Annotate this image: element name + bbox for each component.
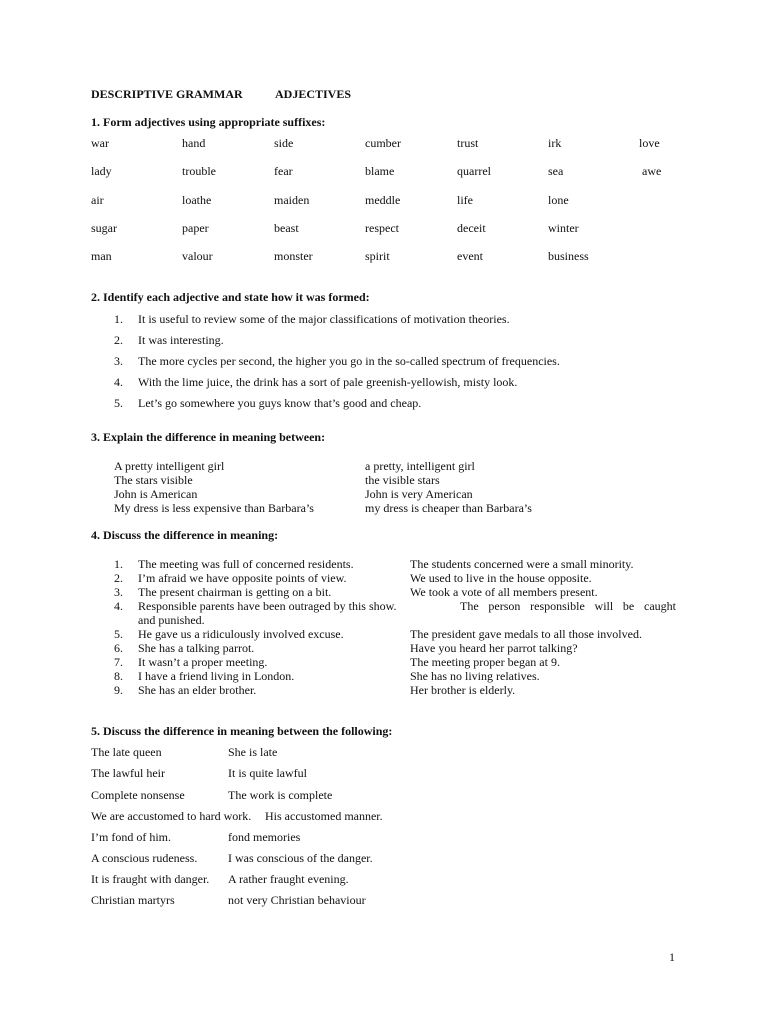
- word-cell: trust: [457, 136, 479, 150]
- word-cell: maiden: [274, 193, 310, 207]
- sentence-left: It wasn’t a proper meeting.: [138, 655, 268, 669]
- list-number: 2.: [114, 333, 123, 347]
- list-item-text: With the lime juice, the drink has a sort of pale greenish-yellowish, misty look.: [138, 375, 518, 389]
- phrase-left: I’m fond of him.: [91, 830, 171, 844]
- word-cell: cumber: [365, 136, 401, 150]
- word-cell: meddle: [365, 193, 401, 207]
- phrase-left: John is American: [114, 487, 198, 501]
- list-item-text: It is useful to review some of the major classifications of motivation theories.: [138, 312, 510, 326]
- phrase-left: Christian martyrs: [91, 893, 175, 907]
- sentence-right: Her brother is elderly.: [410, 683, 516, 697]
- word-cell: sea: [548, 164, 564, 178]
- word-cell: blame: [365, 164, 395, 178]
- sentence-left: She has a talking parrot.: [138, 641, 255, 655]
- phrase-right: It is quite lawful: [228, 766, 307, 780]
- word-cell: man: [91, 249, 112, 263]
- list-number: 1.: [114, 557, 123, 571]
- word-cell: spirit: [365, 249, 390, 263]
- phrase-right: I was conscious of the danger.: [228, 851, 373, 865]
- phrase-left: We are accustomed to hard work.: [91, 809, 252, 823]
- sentence-right: The students concerned were a small minority.: [410, 557, 634, 571]
- sentence-continuation: and punished.: [138, 613, 205, 627]
- word-cell: lone: [548, 193, 569, 207]
- list-number: 4.: [114, 375, 123, 389]
- sentence-left: I have a friend living in London.: [138, 669, 295, 683]
- phrase-right: She is late: [228, 745, 278, 759]
- list-number: 8.: [114, 669, 123, 683]
- sentence-right: The person responsible will be caught: [460, 599, 676, 613]
- list-number: 4.: [114, 599, 123, 613]
- word-cell: awe: [642, 164, 662, 178]
- word-cell: event: [457, 249, 483, 263]
- sentence-right: We took a vote of all members present.: [410, 585, 598, 599]
- sentence-left: She has an elder brother.: [138, 683, 257, 697]
- sentence-left: He gave us a ridiculously involved excuse.: [138, 627, 344, 641]
- list-number: 2.: [114, 571, 123, 585]
- phrase-right: John is very American: [365, 487, 473, 501]
- word-cell: lady: [91, 164, 112, 178]
- section2-heading: 2. Identify each adjective and state how it was formed:: [91, 290, 370, 304]
- phrase-right: the visible stars: [365, 473, 440, 487]
- phrase-left: Complete nonsense: [91, 788, 185, 802]
- word-row: [91, 164, 711, 180]
- word-cell: irk: [548, 136, 562, 150]
- word-cell: paper: [182, 221, 209, 235]
- list-number: 3.: [114, 354, 123, 368]
- phrase-left: It is fraught with danger.: [91, 872, 210, 886]
- word-cell: trouble: [182, 164, 216, 178]
- word-cell: loathe: [182, 193, 212, 207]
- section5-heading: 5. Discuss the difference in meaning between the following:: [91, 724, 393, 738]
- phrase-right: The work is complete: [228, 788, 333, 802]
- word-cell: side: [274, 136, 294, 150]
- phrase-right: fond memories: [228, 830, 301, 844]
- sentence-right: Have you heard her parrot talking?: [410, 641, 578, 655]
- phrase-right: a pretty, intelligent girl: [365, 459, 475, 473]
- list-number: 9.: [114, 683, 123, 697]
- section1-heading: 1. Form adjectives using appropriate suffixes:: [91, 115, 326, 129]
- word-cell: life: [457, 193, 473, 207]
- word-cell: deceit: [457, 221, 486, 235]
- phrase-left: A pretty intelligent girl: [114, 459, 225, 473]
- list-number: 5.: [114, 396, 123, 410]
- sentence-left: Responsible parents have been outraged by this show.: [138, 599, 397, 613]
- phrase-right: my dress is cheaper than Barbara’s: [365, 501, 532, 515]
- phrase-left: The lawful heir: [91, 766, 165, 780]
- list-number: 5.: [114, 627, 123, 641]
- word-cell: air: [91, 193, 104, 207]
- word-cell: winter: [548, 221, 579, 235]
- word-cell: love: [639, 136, 660, 150]
- phrase-right: not very Christian behaviour: [228, 893, 366, 907]
- phrase-right: His accustomed manner.: [265, 809, 383, 823]
- section4-heading: 4. Discuss the difference in meaning:: [91, 528, 279, 542]
- phrase-left: The stars visible: [114, 473, 193, 487]
- sentence-right: The president gave medals to all those involved.: [410, 627, 642, 641]
- word-row: [91, 249, 711, 265]
- sentence-left: I’m afraid we have opposite points of view.: [138, 571, 347, 585]
- list-number: 3.: [114, 585, 123, 599]
- word-cell: hand: [182, 136, 206, 150]
- word-row: [91, 193, 711, 209]
- sentence-left: The meeting was full of concerned residents.: [138, 557, 354, 571]
- word-cell: sugar: [91, 221, 117, 235]
- list-number: 1.: [114, 312, 123, 326]
- word-cell: monster: [274, 249, 313, 263]
- phrase-left: A conscious rudeness.: [91, 851, 198, 865]
- phrase-left: The late queen: [91, 745, 162, 759]
- list-item-text: Let’s go somewhere you guys know that’s good and cheap.: [138, 396, 422, 410]
- word-cell: business: [548, 249, 589, 263]
- phrase-right: A rather fraught evening.: [228, 872, 349, 886]
- word-cell: valour: [182, 249, 213, 263]
- phrase-left: My dress is less expensive than Barbara’s: [114, 501, 314, 515]
- list-item-text: It was interesting.: [138, 333, 224, 347]
- word-row: [91, 136, 711, 152]
- sentence-right: The meeting proper began at 9.: [410, 655, 560, 669]
- word-cell: respect: [365, 221, 399, 235]
- word-cell: beast: [274, 221, 299, 235]
- word-row: [91, 221, 711, 237]
- sentence-left: The present chairman is getting on a bit.: [138, 585, 332, 599]
- sentence-right: She has no living relatives.: [410, 669, 540, 683]
- list-number: 7.: [114, 655, 123, 669]
- sentence-right: We used to live in the house opposite.: [410, 571, 592, 585]
- word-cell: quarrel: [457, 164, 491, 178]
- word-cell: fear: [274, 164, 293, 178]
- document-title: DESCRIPTIVE GRAMMAR: [91, 87, 243, 101]
- page-number: 1: [669, 950, 675, 964]
- section3-heading: 3. Explain the difference in meaning between:: [91, 430, 326, 444]
- word-cell: war: [91, 136, 109, 150]
- list-item-text: The more cycles per second, the higher you go in the so-called spectrum of frequencies.: [138, 354, 560, 368]
- document-subtitle: ADJECTIVES: [275, 87, 352, 101]
- list-number: 6.: [114, 641, 123, 655]
